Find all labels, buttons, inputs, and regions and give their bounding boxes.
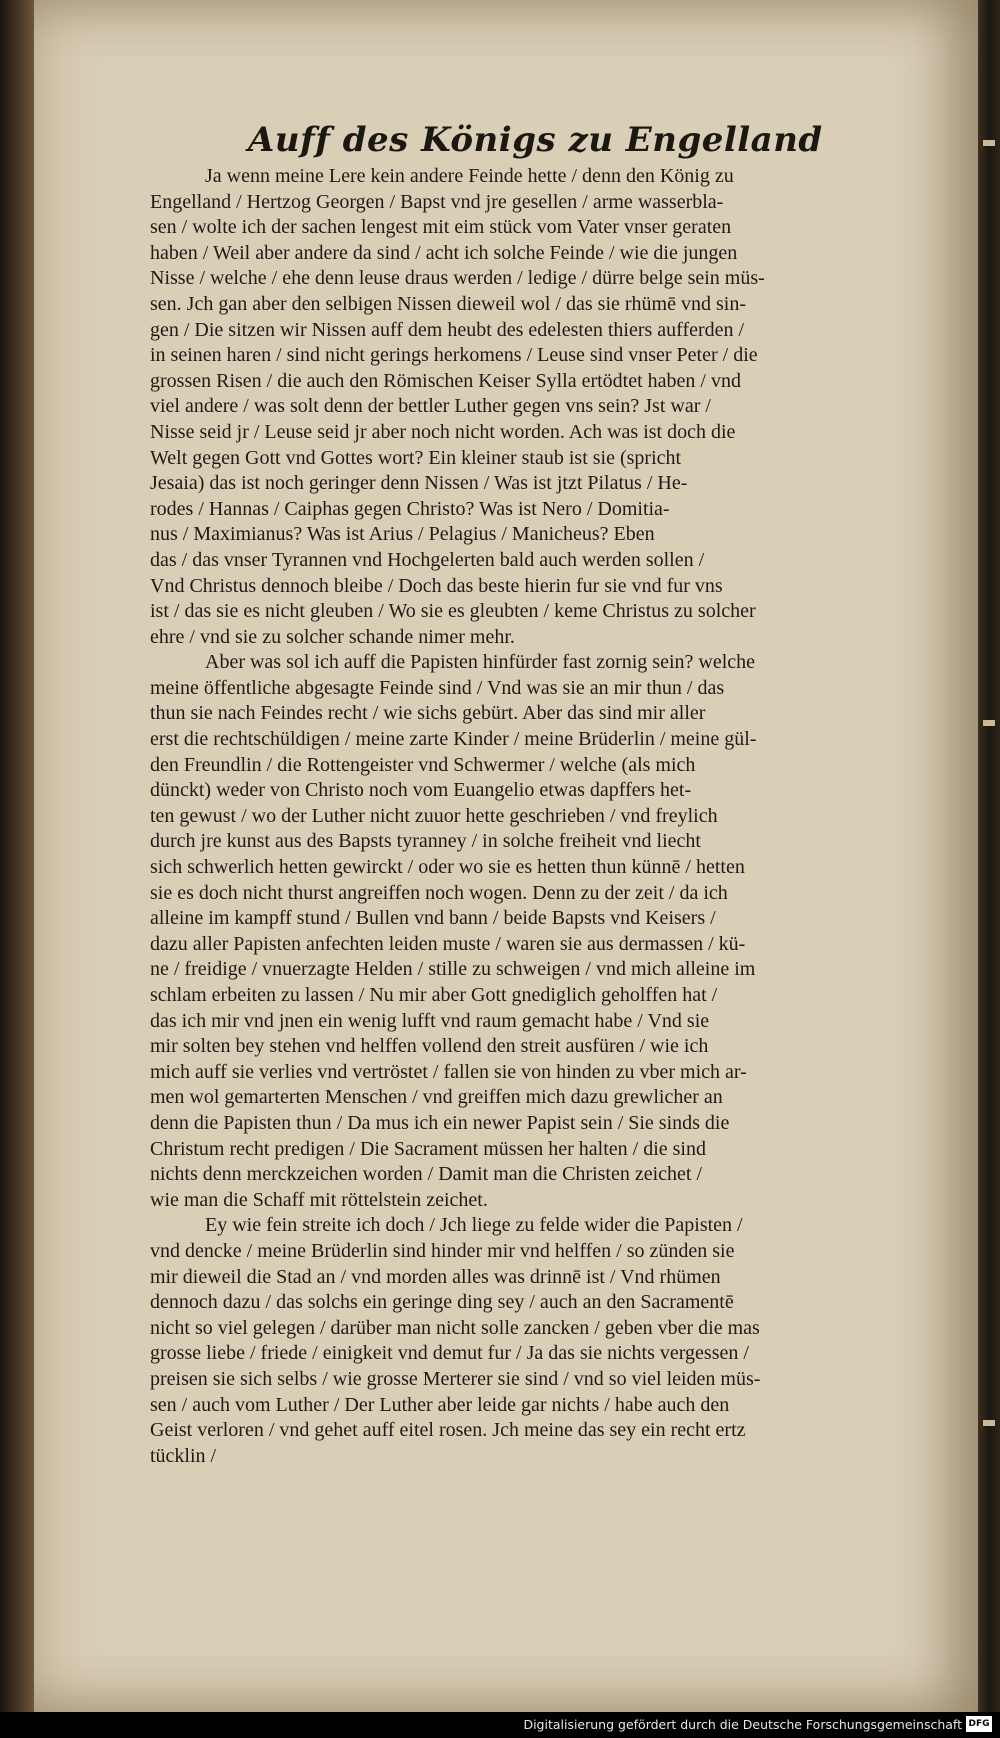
text-line: sie es doch nicht thurst angreiffen noch wogen. Denn zu der zeit / da ich: [150, 881, 728, 904]
text-line: schlam erbeiten zu lassen / Nu mir aber Gott gnediglich geholffen hat /: [150, 984, 718, 1006]
text-line: mir dieweil die Stad an / vnd morden alles was drinnē ist / Vnd rhümen: [150, 1265, 721, 1288]
text-line: ten gewust / wo der Luther nicht zuuor hette geschrieben / vnd freylich: [150, 804, 718, 827]
text-line: Vnd Christus dennoch bleibe / Doch das beste hierin fur sie vnd fur vns: [150, 574, 723, 597]
text-line: durch jre kunst aus des Bapsts tyranney / in solche freiheit vnd liecht: [150, 830, 701, 853]
text-line: grosse liebe / friede / einigkeit vnd demut fur / Ja das sie nichts vergessen /: [150, 1342, 749, 1365]
text-line: men wol gemarterten Menschen / vnd greiffen mich dazu grewlicher an: [150, 1086, 723, 1109]
text-line: Welt gegen Gott vnd Gottes wort? Ein kleiner staub ist sie (spricht: [150, 446, 682, 469]
text-line: erst die rechtschüldigen / meine zarte Kinder / meine Brüderlin / meine gül-: [150, 728, 757, 751]
text-line: rodes / Hannas / Caiphas gegen Christo? Was ist Nero / Domitia-: [150, 497, 670, 520]
text-line: mir solten bey stehen vnd helffen vollend den streit ausfüren / wie ich: [150, 1035, 709, 1058]
text-line: Engelland / Hertzog Georgen / Bapst vnd jre gesellen / arme wasserbla-: [150, 190, 724, 213]
text-line: Ey wie fein streite ich doch / Jch liege zu felde wider die Papisten /: [205, 1214, 743, 1237]
text-line: Geist verloren / vnd gehet auff eitel rosen. Jch meine das sey ein recht ertz: [150, 1419, 746, 1442]
text-line: sen / auch vom Luther / Der Luther aber leide gar nichts / habe auch den: [150, 1393, 730, 1416]
text-line: Aber was sol ich auff die Papisten hinfürder fast zornig sein? welche: [205, 651, 756, 674]
text-line: mich auff sie verlies vnd vertröstet / fallen sie von hinden zu vber mich ar-: [150, 1060, 747, 1083]
text-line: nichts denn merckzeichen worden / Damit man die Christen zeichet /: [150, 1163, 703, 1186]
text-line: tücklin /: [150, 1444, 217, 1467]
text-line: vnd dencke / meine Brüderlin sind hinder mir vnd helffen / so zünden sie: [150, 1239, 735, 1262]
text-line: thun sie nach Feindes recht / wie sichs gebürt. Aber das sind mir aller: [150, 702, 706, 725]
text-line: Jesaia) das ist noch geringer denn Nissen / Was ist jtzt Pilatus / He-: [150, 472, 688, 495]
text-line: dennoch dazu / das solchs ein geringe ding sey / auch an den Sacramentē: [150, 1291, 734, 1314]
text-line: Nisse / welche / ehe denn leuse draus werden / ledige / dürre belge sein müs-: [150, 267, 765, 290]
text-line: nus / Maximianus? Was ist Arius / Pelagius / Manicheus? Eben: [150, 523, 655, 546]
page-heading: Auff des Königs zu Engelland: [248, 120, 823, 160]
text-line: ist / das sie es nicht gleuben / Wo sie es gleubten / keme Christus zu solcher: [150, 600, 756, 623]
text-line: dazu aller Papisten anfechten leiden muste / waren sie aus dermassen / kü-: [150, 932, 746, 955]
text-line: Nisse seid jr / Leuse seid jr aber noch nicht worden. Ach was ist doch die: [150, 420, 736, 443]
text-line: ehre / vnd sie zu solcher schande nimer mehr.: [150, 625, 515, 648]
text-line: wie man die Schaff mit röttelstein zeichet.: [150, 1188, 488, 1211]
text-line: sich schwerlich hetten gewirckt / oder wo sie es hetten thun künnē / hetten: [150, 856, 745, 879]
footer-bar: [0, 1712, 1000, 1738]
text-line: in seinen haren / sind nicht gerings herkomens / Leuse sind vnser Peter / die: [150, 344, 758, 367]
text-line: nicht so viel gelegen / darüber man nicht solle zancken / geben vber die mas: [150, 1316, 760, 1339]
text-line: preisen sie sich selbs / wie grosse Merterer sie sind / vnd so viel leiden müs-: [150, 1367, 761, 1390]
text-line: Ja wenn meine Lere kein andere Feinde hette / denn den König zu: [205, 165, 734, 187]
text-line: Christum recht predigen / Die Sacrament müssen her halten / die sind: [150, 1137, 706, 1160]
text-line: alleine im kampff stund / Bullen vnd bann / beide Bapsts vnd Keisers /: [150, 907, 716, 930]
dfg-logo: DFG: [966, 1716, 992, 1732]
funding-credit: Digitalisierung gefördert durch die Deutsche Forschungsgemeinschaft: [523, 1717, 962, 1732]
text-line: das / das vnser Tyrannen vnd Hochgelerten bald auch werden sollen /: [150, 548, 705, 571]
text-line: sen / wolte ich der sachen lengest mit eim stück vom Vater vnser geraten: [150, 216, 732, 239]
text-line: das ich mir vnd jnen ein wenig lufft vnd raum gemacht habe / Vnd sie: [150, 1009, 710, 1032]
text-line: meine öffentliche abgesagte Feinde sind / Vnd was sie an mir thun / das: [150, 676, 725, 699]
text-line: haben / Weil aber andere da sind / acht ich solche Feinde / wie die jungen: [150, 241, 738, 264]
text-line: dünckt) weder von Christo noch vom Euangelio etwas dapffers het-: [150, 779, 692, 802]
text-line: sen. Jch gan aber den selbigen Nissen dieweil wol / das sie rhümē vnd sin-: [150, 292, 746, 315]
edge-marker: [983, 140, 995, 146]
text-line: ne / freidige / vnuerzagte Helden / stille zu schweigen / vnd mich alleine im: [150, 958, 756, 981]
body-text: [150, 164, 986, 1495]
text-line: viel andere / was solt denn der bettler Luther gegen vns sein? Jst war /: [150, 395, 711, 418]
text-line: denn die Papisten thun / Da mus ich ein newer Papist sein / Sie sinds die: [150, 1111, 730, 1134]
catchword: [150, 1469, 986, 1495]
text-line: den Freundlin / die Rottengeister vnd Schwermer / welche (als mich: [150, 753, 696, 776]
text-line: gen / Die sitzen wir Nissen auff dem heubt des edelesten thiers aufferden /: [150, 318, 745, 341]
left-scan-edge: [0, 0, 34, 1712]
text-line: grossen Risen / die auch den Römischen Keiser Sylla ertödtet haben / vnd: [150, 369, 741, 392]
